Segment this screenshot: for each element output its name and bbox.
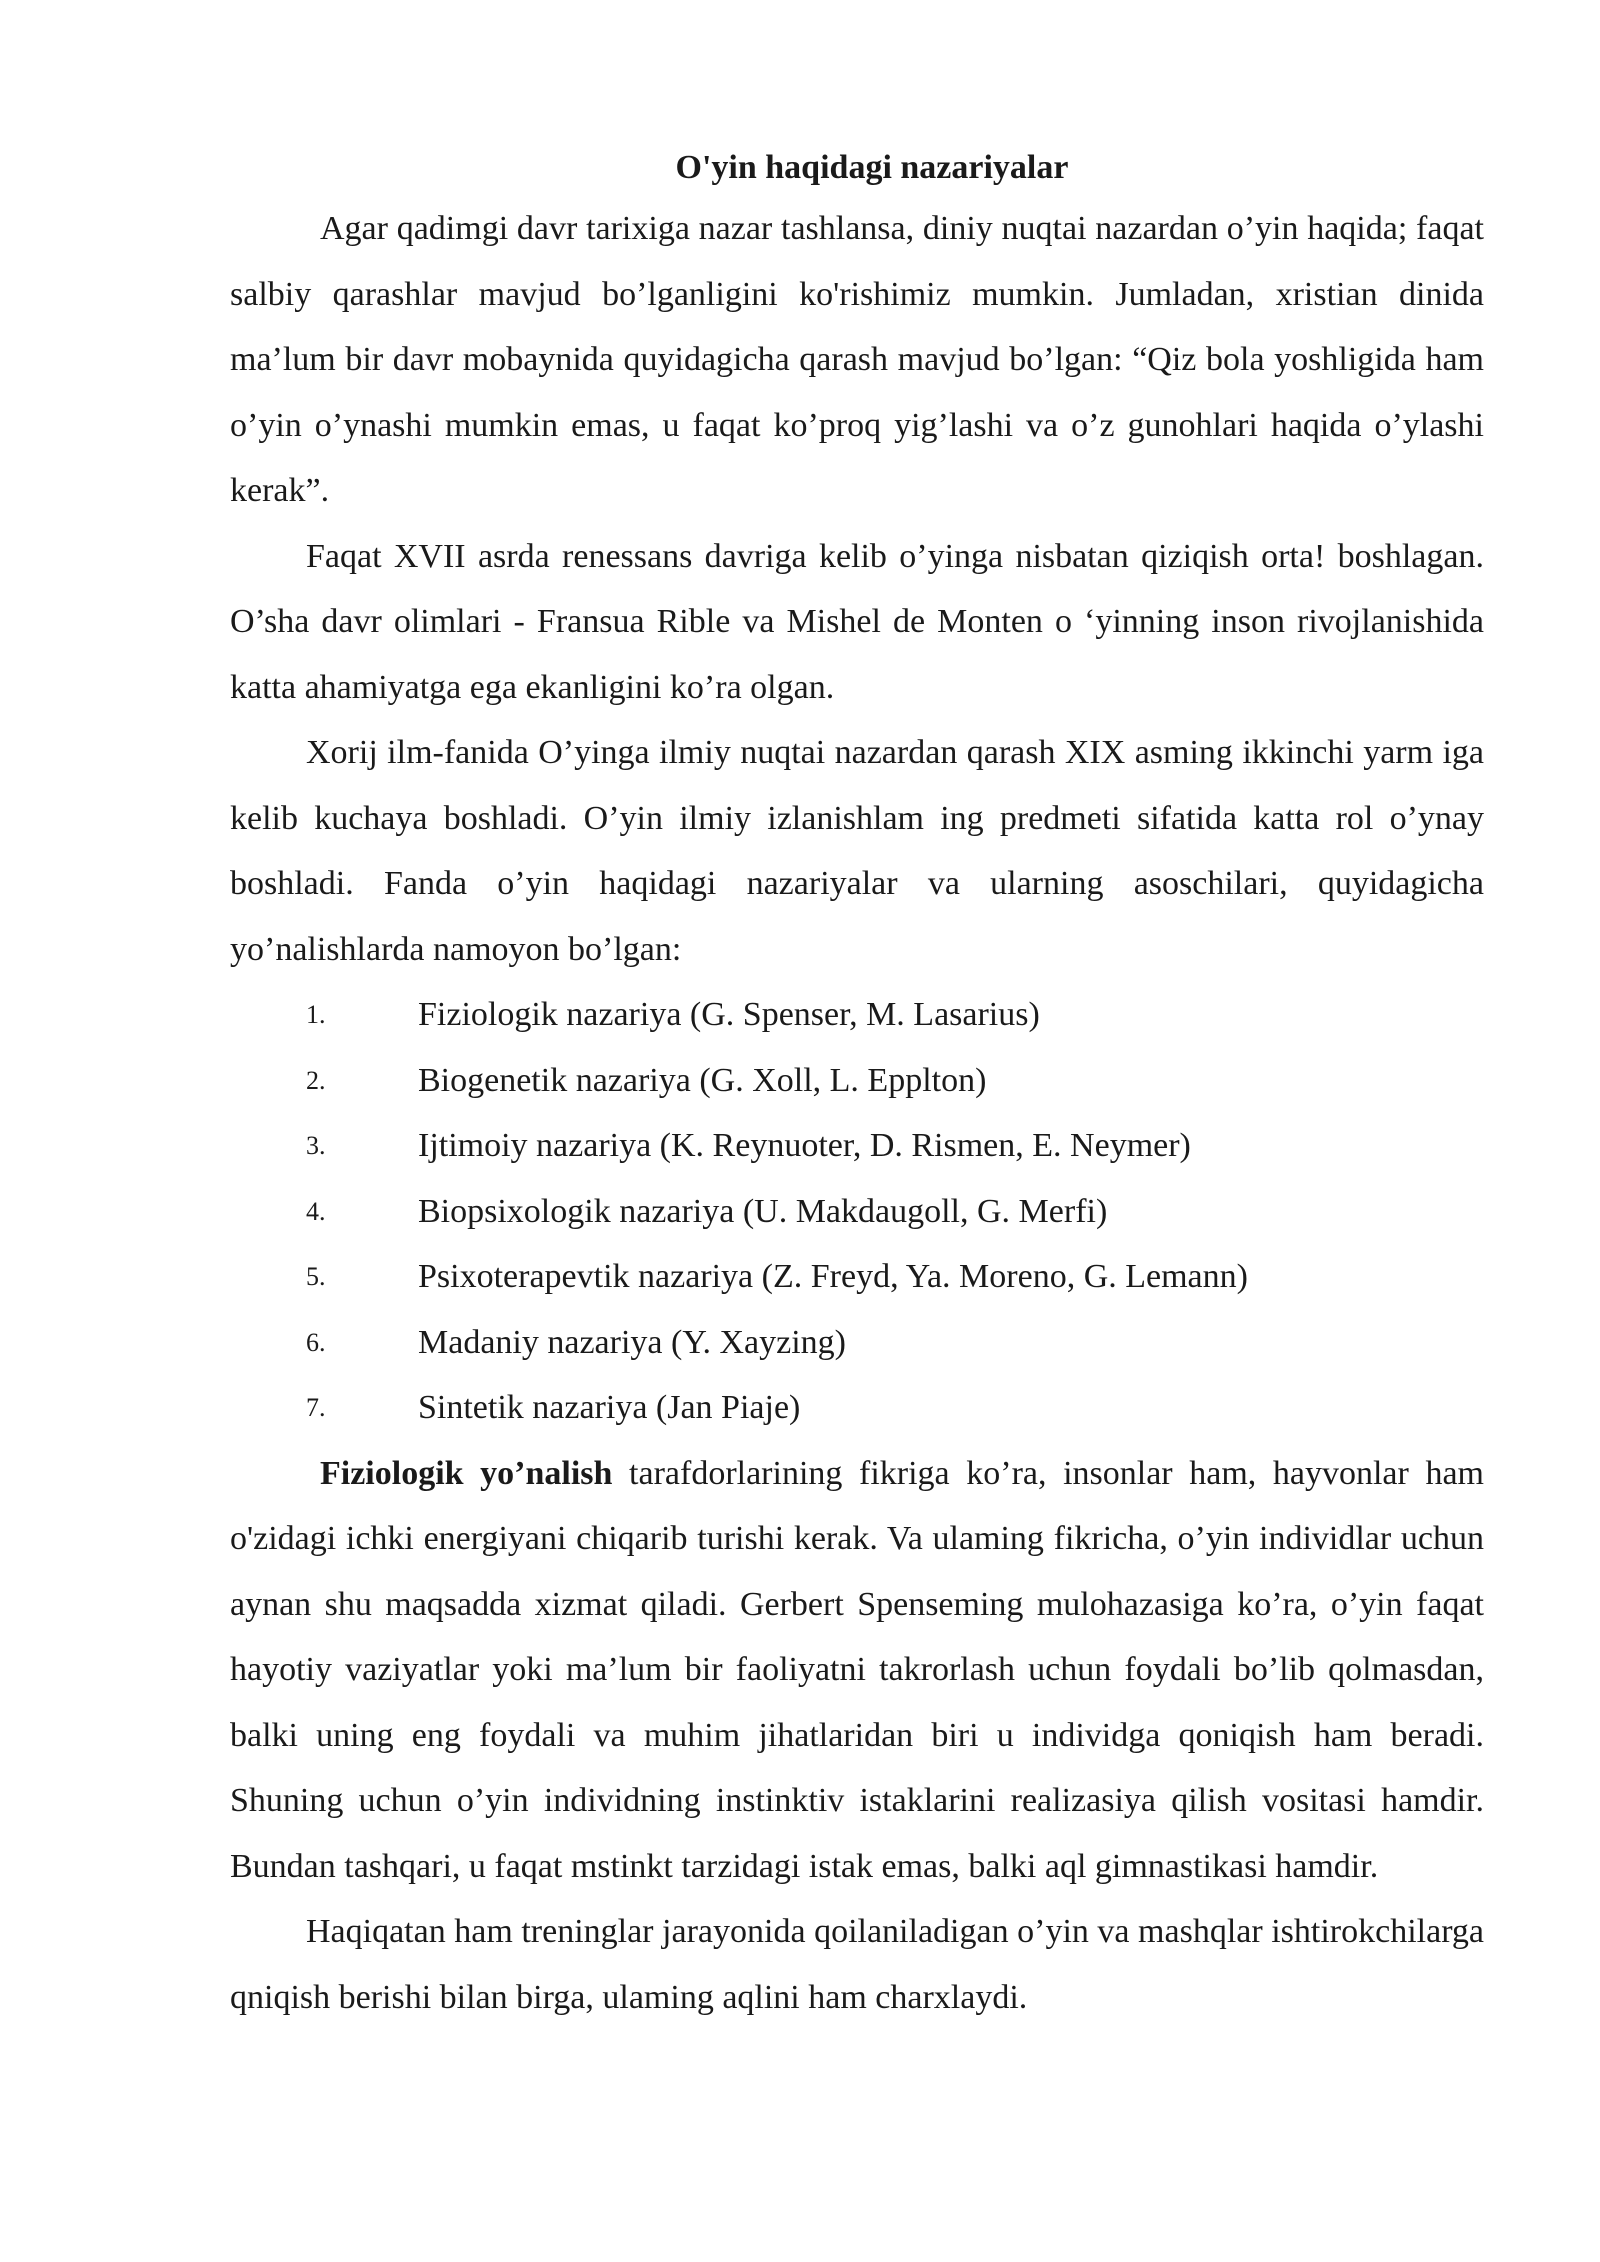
list-item-number: 5. — [306, 1262, 326, 1291]
page-title: O'yin haqidagi nazariyalar — [675, 149, 1069, 186]
paragraph-intro: Agar qadimgi davr tarixiga nazar tashlansa, diniy nuqtai nazardan o’yin haqida; faqat salbiy qarashlar mavjud bo’lganligini ko'rishimiz mumkin. Jumladan, xristian dinida ma’lum bir davr mobaynida quyidagicha qarash mavjud bo’lgan: “Qiz bola yoshligida ham o’yin o’ynashi mumkin emas, u faqat ko’proq yig’lashi va o’z gunohlari haqida o’ylashi kerak”. — [230, 210, 1484, 509]
list-item — [230, 1048, 1484, 1114]
list-item-text: Fiziologik nazariya (G. Spenser, M. Lasarius) — [418, 996, 1040, 1033]
list-item-number: 4. — [306, 1196, 326, 1226]
physiological-text: tarafdorlarining fikriga ko’ra, insonlar ham, hayvonlar ham o'zidagi ichki energiyani chiqarib turishi kerak. Va ulaming fikricha, o’yin individlar uchun aynan shu maqsadda xizmat qiladi. Gerbert Spenseming mulohazasiga ko’ra, o’yin faqat hayotiy vaziyatlar yoki ma’lum bir faoliyatni takrorlash uchun foydali bo’lib qolmasdan, balki uning eng foydali va muhim jihatlaridan biri u individga qoniqish ham beradi. Shuning uchun o’yin individning instinktiv istaklarini realizasiya qilish vositasi hamdir. Bundan tashqari, u faqat mstinkt tarzidagi istak emas, balki aql gimnastikasi hamdir. — [230, 1454, 1484, 1885]
paragraph-physiological — [230, 1441, 1484, 1900]
list-item-text: Biopsixologik nazariya (U. Makdaugoll, G. Merfi) — [418, 1192, 1108, 1230]
list-item-text: Psixoterapevtik nazariya (Z. Freyd, Ya. Moreno, G. Lemann) — [418, 1258, 1248, 1295]
list-item — [230, 1179, 1484, 1245]
list-item-number: 1. — [306, 1000, 326, 1029]
list-item-number: 3. — [306, 1131, 326, 1160]
list-item-text: Biogenetik nazariya (G. Xoll, L. Epplton) — [418, 1061, 987, 1099]
paragraph-trainings: Haqiqatan ham treninglar jarayonida qoilaniladigan o’yin va mashqlar ishtirokchilarga qniqish berishi bilan birga, ulaming aqlini ham charxlaydi. — [230, 1913, 1484, 2016]
document-page — [230, 148, 1484, 2030]
theories-list — [230, 982, 1484, 1441]
list-item — [230, 1375, 1484, 1441]
list-item-text: Madaniy nazariya (Y. Xayzing) — [418, 1323, 846, 1361]
list-item-number: 7. — [306, 1393, 326, 1422]
list-item-number: 2. — [306, 1065, 326, 1095]
list-item — [230, 1244, 1484, 1310]
list-item-text: Ijtimoiy nazariya (K. Reynuoter, D. Rismen, E. Neymer) — [418, 1127, 1191, 1164]
list-item — [230, 1113, 1484, 1179]
list-item-text: Sintetik nazariya (Jan Piaje) — [418, 1389, 801, 1426]
physiological-term: Fiziologik yo’nalish — [320, 1454, 613, 1492]
list-item — [230, 1310, 1484, 1376]
paragraph-renaissance: Faqat XVII asrda renessans davriga kelib o’yinga nisbatan qiziqish orta! boshlagan. O’sha davr olimlari - Fransua Rible va Mishel de Monten o ‘yinning inson rivojlanishida katta ahamiyatga ega ekanligini ko’ra olgan. — [230, 537, 1484, 706]
list-item-number: 6. — [306, 1327, 326, 1357]
list-item — [230, 982, 1484, 1048]
paragraph-foreign-science: Xorij ilm-fanida O’yinga ilmiy nuqtai nazardan qarash XIX asming ikkinchi yarm iga kelib kuchaya boshladi. O’yin ilmiy izlanishlam ing predmeti sifatida katta rol o’ynay boshladi. Fanda o’yin haqidagi nazariyalar va ularning asoschilari, quyidagicha yo’nalishlarda namoyon bo’lgan: — [230, 734, 1484, 968]
